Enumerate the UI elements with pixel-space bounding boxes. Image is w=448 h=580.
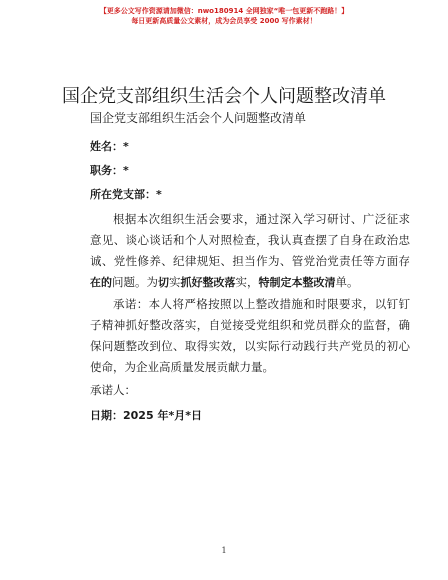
name-field: 姓名：* (90, 140, 129, 153)
position-field: 职务：* (90, 164, 129, 177)
party-branch-field: 所在党支部：* (90, 188, 162, 201)
intro-bold-2: 切 (158, 276, 169, 289)
intro-text-4: 实， (235, 275, 259, 289)
intro-bold-4: 特制定本整改清 (258, 276, 336, 289)
intro-text-5: 单。 (335, 275, 359, 289)
intro-text-2: 问题。为 (112, 275, 158, 289)
page-number: 1 (221, 546, 227, 555)
intro-bold-1: 在的 (90, 276, 112, 289)
promo-banner (0, 6, 448, 26)
intro-text: 根据本次组织生活会要求，通过深入学习研讨、广泛征求意见、谈心谈话和个人对照检查，我认真查摆了自身在政治忠诚、党性修养、纪律规矩、担当作为、管党治党责任等方面存 (90, 212, 410, 268)
intro-bold-3: 抓好整改落 (180, 276, 236, 289)
date-field: 日期：2025 年*月*日 (90, 409, 202, 422)
document-title: 国企党支部组织生活会个人问题整改清单 (62, 86, 386, 107)
promo-banner-line-1: 【更多公文写作资源请加微信：nwo180914 全网独家“唯一包更新不跑路！】 (99, 7, 349, 15)
signer-field: 承诺人： (90, 383, 136, 397)
intro-text-3: 实 (169, 275, 181, 289)
commitment-paragraph: 承诺：本人将严格按照以上整改措施和时限要求，以钉钉子精神抓好整改落实，自觉接受党组织和党员群众的监督，确保问题整改到位、取得实效，以实际行动践行共产党员的初心使命，为企业高质量发展贡献力量。 (90, 297, 410, 374)
promo-banner-line-2: 每日更新高质量公文素材，成为会员享受 2000 写作素材！ (131, 17, 317, 25)
body-paragraph-intro (90, 209, 410, 293)
document-subtitle: 国企党支部组织生活会个人问题整改清单 (90, 111, 307, 125)
